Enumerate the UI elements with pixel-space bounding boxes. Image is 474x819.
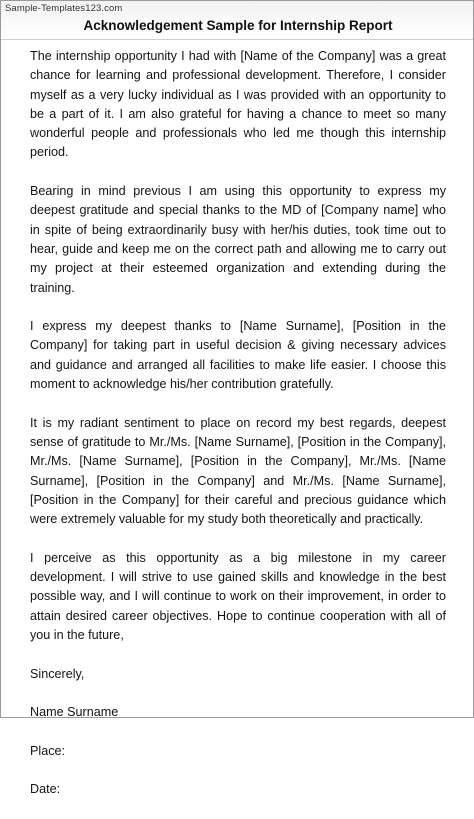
closing-block — [30, 665, 446, 800]
place-label: Place: — [30, 743, 66, 758]
signatory-name: Name Surname — [30, 705, 119, 720]
document-body — [30, 47, 446, 819]
closing-salutation: Sincerely, — [30, 666, 85, 681]
paragraph-thanks-md: Bearing in mind previous I am using this opportunity to express my deepest gratitude and special thanks to the MD of [Company name] who in spite of being extraordinarily busy with her/his duties, took time out to hear, guide and keep me on the correct path and allowing me to carry out my project at their esteemed organization and extending during the training. — [30, 184, 446, 295]
paragraph-career-milestone: I perceive as this opportunity as a big milestone in my career development. I will strive to use gained skills and knowledge in the best possible way, and I will continue to work on their improvement, in order to attain desired career objectives. Hope to continue cooperation with all of you in the future, — [30, 550, 446, 642]
paragraph-thanks-supervisor: I express my deepest thanks to [Name Surname], [Position in the Company] for taking part in useful decision & giving necessary advices and guidance and arranged all facilities to make life easier. I choose this moment to acknowledge his/her contribution gratefully. — [30, 319, 446, 392]
document-header — [1, 1, 473, 40]
document-title: Acknowledgement Sample for Internship Report — [83, 18, 393, 33]
date-label: Date: — [30, 782, 61, 797]
paragraph-internship-opportunity: The internship opportunity I had with [Name of the Company] was a great chance for learning and professional development. Therefore, I consider myself as a very lucky individual as I was provided with an opportunity to be a part of it. I am also grateful for having a chance to meet so many wonderful people and professionals who led me though this internship period. — [30, 49, 446, 160]
paragraph-gratitude-staff: It is my radiant sentiment to place on record my best regards, deepest sense of gratitude to Mr./Ms. [Name Surname], [Position in the Company], Mr./Ms. [Name Surname], [Position in the Company], Mr./Ms. [Name Surname], [Position in the Company] and Mr./Ms. [Name Surname], [Position in the Company] for their careful and precious guidance which were extremely valuable for my study both theoretically and practically. — [30, 415, 446, 527]
site-watermark: Sample-Templates123.com — [5, 3, 123, 14]
